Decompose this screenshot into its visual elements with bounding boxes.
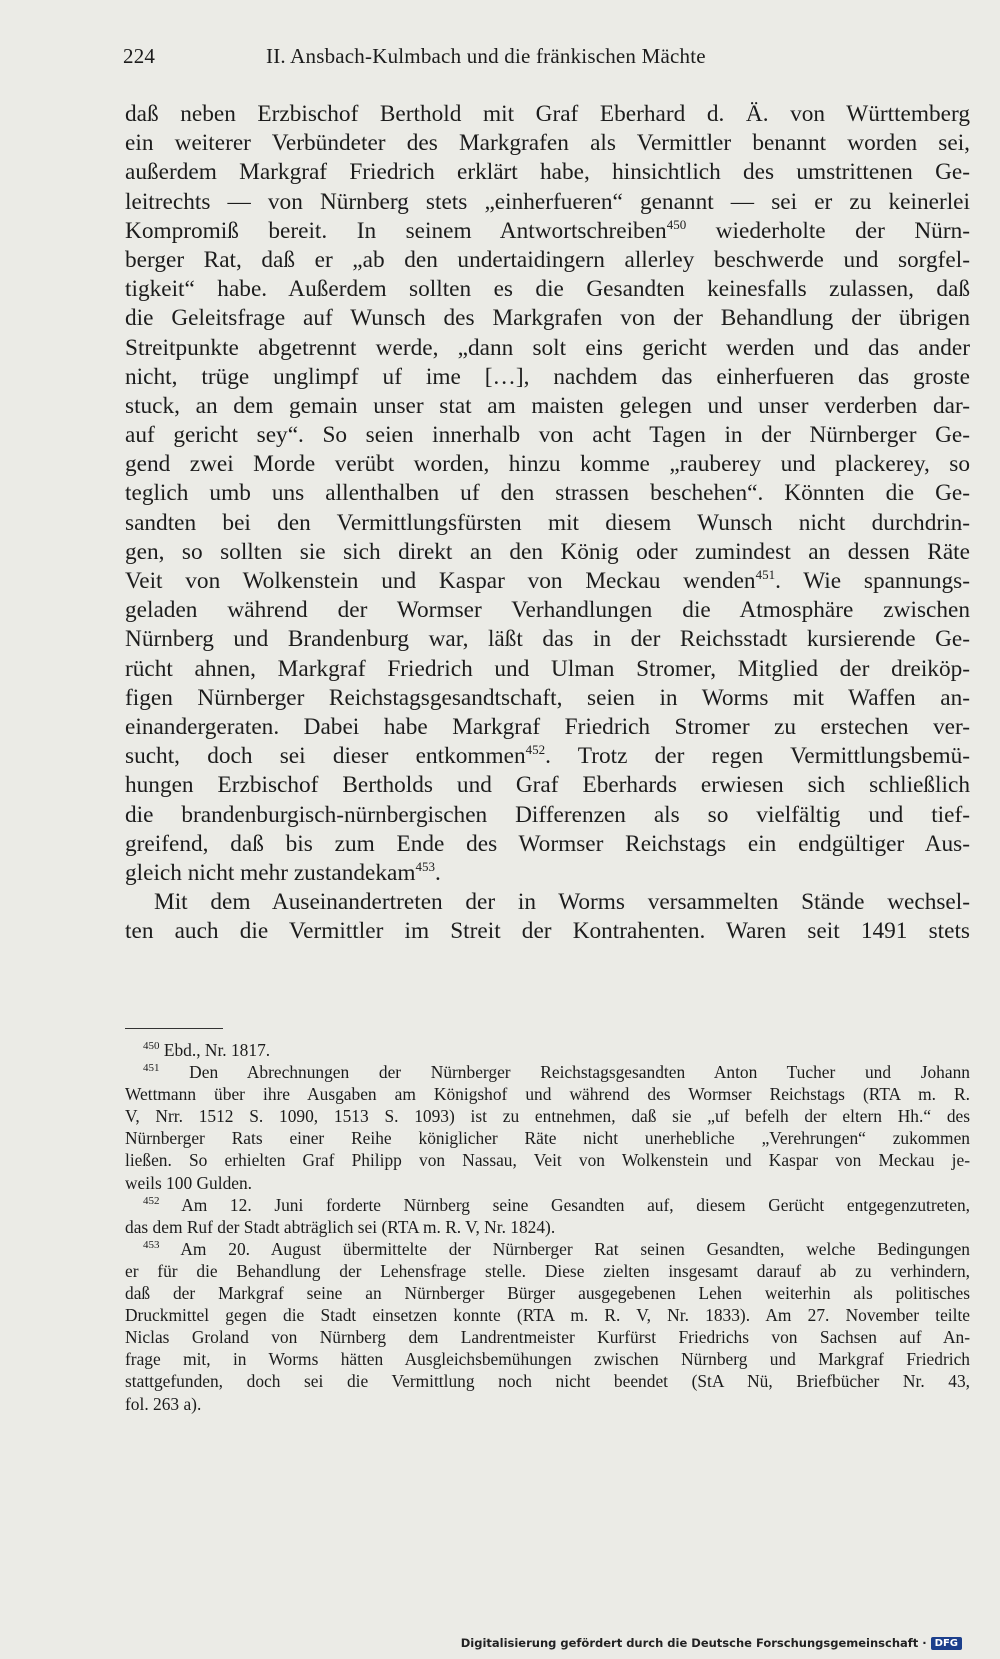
footnote-line (125, 1260, 970, 1282)
body-text: rücht ahnen, Markgraf Friedrich und Ulman Stromer, Mitglied der dreiköp- (125, 655, 970, 682)
footnote-reference: 451 (755, 567, 776, 582)
body-line (125, 625, 970, 654)
body-text: nicht, trüge unglimpf uf ime […], nachdem das einherfueren das groste (125, 363, 970, 390)
body-text: sucht, doch sei dieser entkommen (125, 743, 526, 770)
body-text: . Wie spannungs- (775, 568, 971, 594)
body-line (125, 334, 970, 363)
body-text: gleich nicht mehr zustandekam (125, 859, 416, 886)
body-line (125, 655, 970, 684)
footnote-text: weils 100 Gulden. (125, 1172, 253, 1193)
footnote-line (125, 1061, 970, 1083)
body-text: greifend, daß bis zum Ende des Wormser Reichstags ein endgültiger Aus- (125, 830, 970, 857)
footnote-number: 452 (143, 1194, 160, 1207)
footnote-line (125, 1083, 970, 1105)
dfg-logo-icon: DFG (931, 1637, 962, 1650)
body-line (125, 771, 970, 800)
body-line (125, 304, 970, 333)
body-line (125, 801, 970, 830)
body-line (125, 888, 970, 917)
body-text: berger Rat, daß er „ab den undertaidingern allerley beschwerde und sorgfel- (125, 246, 970, 273)
body-line (125, 742, 970, 771)
body-text: Veit von Wolkenstein und Kaspar von Meckau wenden (125, 568, 756, 594)
footnotes (125, 1039, 970, 1415)
footnote-text: das dem Ruf der Stadt abträglich sei (RTA m. R. V, Nr. 1824). (125, 1216, 556, 1237)
body-text: außerdem Markgraf Friedrich erklärt habe, hinsichtlich des umstrittenen Ge- (125, 159, 970, 186)
footnote-line (125, 1194, 970, 1216)
body-line (125, 917, 970, 946)
body-text: gend zwei Morde verübt worden, hinzu komme „rauberey und plackerey, so (125, 451, 970, 478)
body-text: stuck, an dem gemain unser stat am maisten gelegen und unser verderben dar- (125, 392, 970, 419)
footnote-number: 451 (143, 1062, 160, 1075)
separator-dot: · (922, 1636, 927, 1650)
body-line (125, 421, 970, 450)
body-text: einandergeraten. Dabei habe Markgraf Friedrich Stromer zu erstechen ver- (125, 713, 970, 740)
footnote-line (125, 1304, 970, 1326)
footnote-text: Wettmann über ihre Ausgaben am Königshof und während des Wormser Reichstags (RTA m. R. (125, 1084, 970, 1105)
body-text: figen Nürnberger Reichstagsgesandtschaft, seien in Worms mit Waffen an- (125, 684, 970, 711)
body-text: hungen Erzbischof Bertholds und Graf Eberhards erwiesen sich schließlich (125, 772, 970, 799)
body-text: . (434, 859, 441, 886)
footnote-line (125, 1216, 970, 1238)
body-text: auf gericht sey“. So seien innerhalb von acht Tagen in der Nürnberger Ge- (125, 422, 970, 449)
body-text: tigkeit“ habe. Außerdem sollten es die Gesandten keinesfalls zulassen, daß (125, 276, 970, 303)
footnote-text: ließen. So erhielten Graf Philipp von Nassau, Veit von Wolkenstein und Kaspar von Meckau je- (125, 1150, 970, 1171)
footnote-text: daß der Markgraf seine an Nürnberger Bürger ausgegebenen Lehen weiterhin als politisches (125, 1283, 970, 1304)
footnote-text: Den Abrechnungen der Nürnberger Reichstagsgesandten Anton Tucher und Johann (159, 1062, 970, 1083)
body-line (125, 538, 970, 567)
footnote-reference: 453 (415, 858, 435, 874)
footnote-text: Nürnberger Rats einer Reihe königlicher Räte nicht unerhebliche „Verehrungen“ zukommen (125, 1128, 970, 1149)
body-text: die Geleitsfrage auf Wunsch des Markgrafen von der Behandlung der übrigen (125, 305, 970, 332)
footnote-line (125, 1238, 970, 1260)
body-text: daß neben Erzbischof Berthold mit Graf Eberhard d. Ä. von Württemberg (125, 101, 970, 127)
body-text: die brandenburgisch-nürnbergischen Differenzen als so vielfältig und tief- (125, 801, 970, 828)
footnote-text: Am 20. August übermittelte der Nürnberger Rat seinen Gesandten, welche Bedingungen (159, 1238, 970, 1259)
body-line (125, 392, 970, 421)
footnote-line (125, 1105, 970, 1127)
footnote-text: fol. 263 a). (125, 1393, 202, 1414)
body-text: Streitpunkte abgetrennt werde, „dann solt eins gericht werden und das ander (125, 334, 970, 361)
footnote-text: frage mit, in Worms hätten Ausgleichsbemühungen zwischen Nürnberg und Markgraf Friedrich (125, 1349, 970, 1370)
footnote-line (125, 1282, 970, 1304)
body-line (125, 479, 970, 508)
body-text: geladen während der Wormser Verhandlungen die Atmosphäre zwischen (125, 597, 970, 624)
footnote-line (125, 1039, 970, 1061)
footnote-text: V, Nrr. 1512 S. 1090, 1513 S. 1093) ist zu entnehmen, daß sie „uf befelh der eltern Hh.“ des (125, 1106, 970, 1127)
body-line (125, 100, 970, 129)
body-line (125, 217, 970, 246)
body-text: ein weiterer Verbündeter des Markgrafen als Vermittler benannt worden sei, (125, 130, 970, 157)
body-text: gen, so sollten sie sich direkt an den König oder zumindest an dessen Räte (125, 538, 970, 565)
body-line (125, 158, 970, 187)
body-line (125, 830, 970, 859)
body-text: wiederholte der Nürn- (686, 217, 970, 244)
footnote-line (125, 1172, 970, 1194)
digitization-credit (461, 1636, 962, 1650)
footnote-line (125, 1326, 970, 1348)
footnote-number: 453 (143, 1238, 160, 1251)
body-line (125, 684, 970, 713)
footnote-text: er für die Behandlung der Lehensfrage stelle. Diese zielten insgesamt darauf ab zu verhindern, (125, 1260, 970, 1281)
body-line (125, 713, 970, 742)
footnote-reference: 452 (525, 742, 546, 758)
footnote-line (125, 1149, 970, 1171)
body-text: teglich umb uns allenthalben uf den strassen beschehen“. Könnten die Ge- (125, 480, 970, 507)
body-text: sandten bei den Vermittlungsfürsten mit diesem Wunsch nicht durchdrin- (125, 509, 970, 536)
body-line (125, 363, 970, 392)
footnote-line (125, 1393, 970, 1415)
body-text: Mit dem Auseinandertreten der in Worms versammelten Stände wechsel- (154, 889, 970, 916)
footnote-line (125, 1370, 970, 1392)
body-line (125, 188, 970, 217)
body-text: leitrechts — von Nürnberg stets „einherfueren“ genannt — sei er zu keinerlei (125, 188, 970, 215)
footnote-text: Am 12. Juni forderte Nürnberg seine Gesandten auf, diesem Gerücht entgegenzutreten, (159, 1194, 970, 1215)
footnote-text: Niclas Groland von Nürnberg dem Landrentmeister Kurfürst Friedrichs von Sachsen auf An- (125, 1327, 970, 1348)
body-line (125, 596, 970, 625)
body-line (125, 450, 970, 479)
footnote-reference: 450 (666, 216, 687, 232)
body-line (125, 246, 970, 275)
footnote-divider (125, 1028, 223, 1029)
footnote-text: stattgefunden, doch sei die Vermittlung noch nicht beendet (StA Nü, Briefbücher Nr. 43, (125, 1371, 970, 1392)
body-text (125, 100, 970, 946)
body-text: . Trotz der regen Vermittlungsbemü- (545, 743, 970, 770)
running-title: II. Ansbach-Kulmbach und die fränkischen Mächte (266, 44, 706, 68)
body-text: Kompromiß bereit. In seinem Antwortschreiben (125, 217, 667, 244)
page-header (123, 44, 943, 69)
footnote-line (125, 1348, 970, 1370)
body-text: ten auch die Vermittler im Streit der Kontrahenten. Waren seit 1491 stets (125, 918, 970, 945)
footnote-text: Ebd., Nr. 1817. (159, 1040, 271, 1060)
body-line (125, 129, 970, 158)
footnote-number: 450 (143, 1040, 160, 1052)
credit-text: Digitalisierung gefördert durch die Deutsche Forschungsgemeinschaft (460, 1636, 919, 1650)
body-text: Nürnberg und Brandenburg war, läßt das in der Reichsstadt kursierende Ge- (125, 626, 970, 653)
page-number: 224 (123, 44, 156, 68)
body-line (125, 275, 970, 304)
footnote-text: Druckmittel gegen die Stadt einsetzen konnte (RTA m. R. V, Nr. 1833). Am 27. November teilte (125, 1305, 970, 1326)
body-line (125, 567, 970, 596)
footnote-line (125, 1127, 970, 1149)
body-line (125, 509, 970, 538)
body-line (125, 859, 970, 888)
